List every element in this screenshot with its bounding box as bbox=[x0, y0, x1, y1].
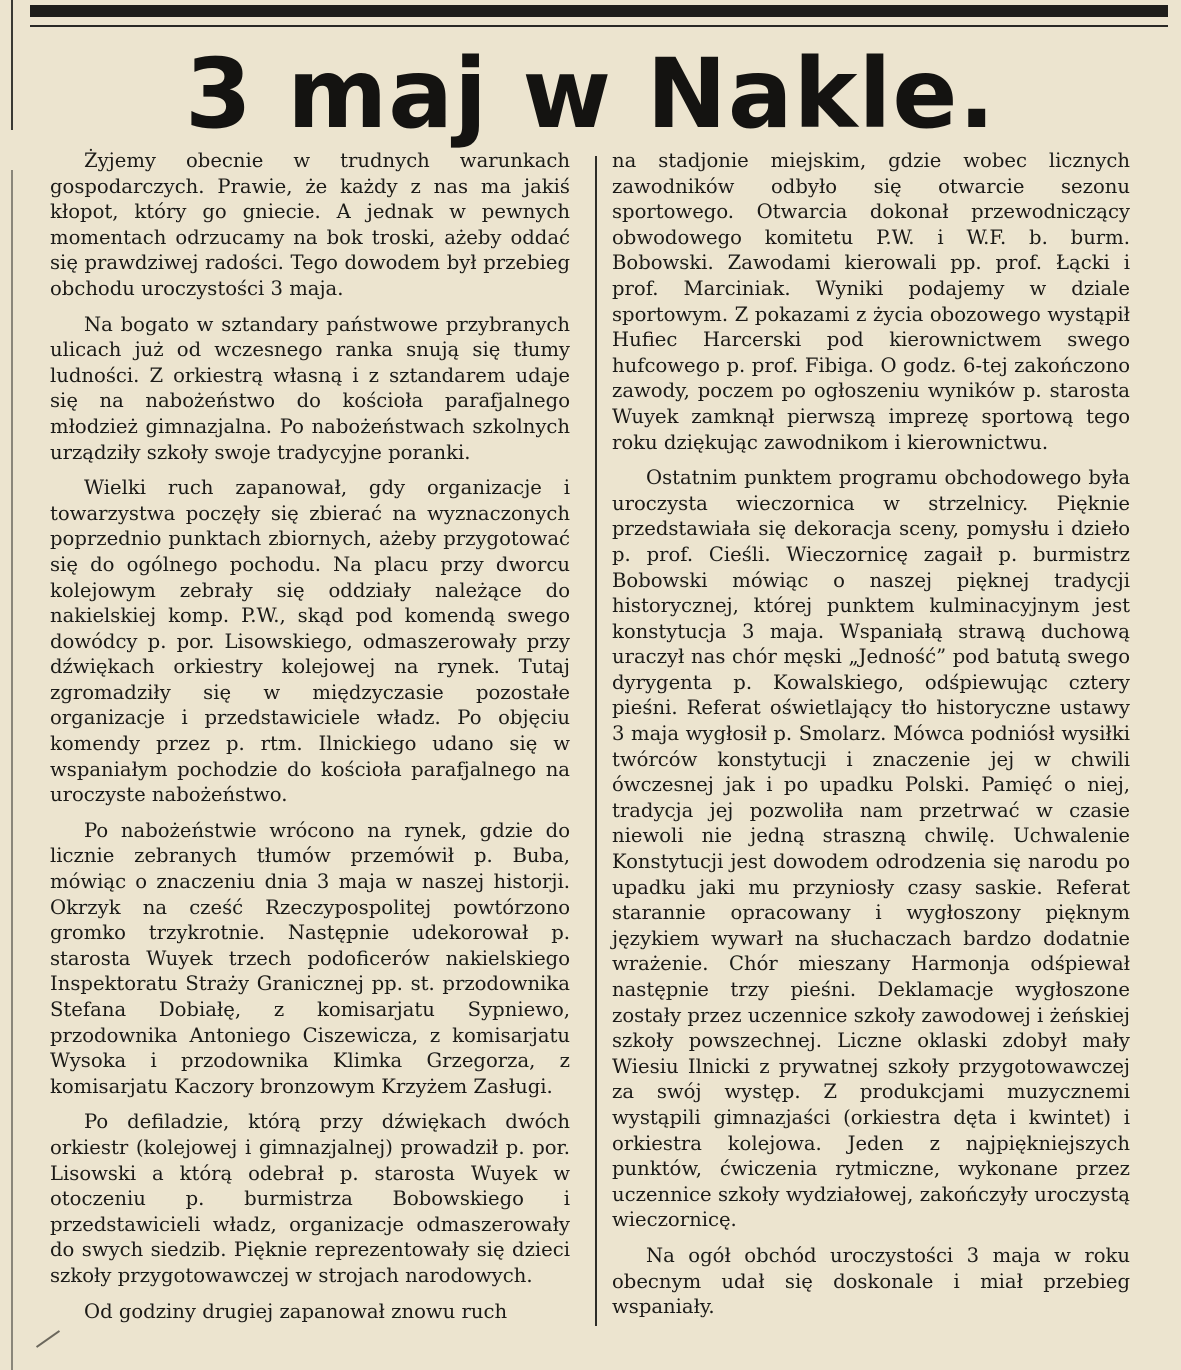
top-heavy-rule bbox=[30, 5, 1168, 17]
column-divider bbox=[595, 156, 597, 1326]
paragraph-8: Na ogół obchód uroczystości 3 maja w roku obecnym udał się doskonale i miał przebieg wspaniały. bbox=[612, 1243, 1130, 1319]
article-headline: 3 maj w Nakle. bbox=[185, 38, 996, 150]
page-edge-line-lower bbox=[11, 170, 13, 1370]
paragraph-6-continued: na stadjonie miejskim, gdzie wobec licznych zawodników odbyło się otwarcie sezonu sportowego. Otwarcia dokonał przewodniczący obwodowego komitetu P.W. i W.F. b. burm. Bobowski. Zawodami kierowali pp. prof. Łącki i prof. Marciniak. Wyniki podajemy w dziale sportowym. Z pokazami z życia obozowego wystąpił Hufiec Harcerski pod kierownictwem swego hufcowego p. prof. Fibiga. O godz. 6-tej zakończono zawody, poczem po ogłoszeniu wyników p. starosta Wuyek zamknął pierwszą imprezę sportową tego roku dziękując zawodnikom i kierownictwu. bbox=[612, 149, 1130, 454]
paragraph-3: Wielki ruch zapanował, gdy organizacje i towarzystwa poczęły się zbierać na wyznaczonych poprzednio punktach zbiornych, ażeby przygotować się do ogólnego pochodu. Na placu przy dworcu kolejowym zebrały się oddziały należące do nakielskiej komp. P.W., skąd pod komendą swego dowódcy p. por. Lisowskiego, odmaszerowały przy dźwiękach orkiestry kolejowej na rynek. Tutaj zgromadziły się w międzyczasie pozostałe organizacje i przedstawiciele władz. Po objęciu komendy przez p. rtm. Ilnickiego udano się w wspaniałym pochodzie do kościoła parafjalnego na uroczyste nabożeństwo. bbox=[50, 476, 570, 807]
paragraph-1: Żyjemy obecnie w trudnych warunkach gospodarczych. Prawie, że każdy z nas ma jakiś kłopot, który go gniecie. A jednak w pewnych momentach odrzucamy na bok troski, ażeby oddać się prawdziwej radości. Tego dowodem był przebieg obchodu uroczystości 3 maja. bbox=[50, 149, 570, 300]
top-thin-rule bbox=[30, 25, 1168, 27]
paragraph-6-start: Od godziny drugiej zapanował znowu ruch bbox=[84, 1299, 508, 1323]
ink-smudge bbox=[36, 1330, 60, 1348]
right-column bbox=[612, 148, 1130, 1330]
paragraph-2: Na bogato w sztandary państwowe przybranych ulicach już od wczesnego ranka snują się tłumy ludności. Z orkiestrą własną i z sztandarem udaje się na nabożeństwo do kościoła parafjalnego młodzież gimnazjalna. Po nabożeństwach szkolnych urządziły szkoły swoje tradycyjne poranki. bbox=[50, 312, 570, 464]
paragraph-4: Po nabożeństwie wrócono na rynek, gdzie do licznie zebranych tłumów przemówił p. Buba, mówiąc o znaczeniu dnia 3 maja w naszej historji. Okrzyk na cześć Rzeczypospolitej powtórzono gromko trzykrotnie. Następnie udekorował p. starosta Wuyek trzech podoficerów nakielskiego Inspektoratu Straży Granicznej pp. st. przodownika Stefana Dobiałę, z komisarjatu Sypniewo, przodownika Antoniego Ciszewicza, z komisarjatu Wysoka i przodownika Klimka Grzegorza, z komisarjatu Kaczory bronzowym Krzyżem Zasługi. bbox=[50, 818, 570, 1098]
left-column bbox=[50, 148, 570, 1334]
paragraph-5: Po defiladzie, którą przy dźwiękach dwóch orkiestr (kolejowej i gimnazjalnej) prowadził p. por. Lisowski a którą odebrał p. starosta Wuyek w otoczeniu p. burmistrza Bobowskiego i przedstawicieli władz, organizacje odmaszerowały do swych siedzib. Pięknie reprezentowały się dzieci szkoły przygotowawczej w strojach narodowych. bbox=[50, 1110, 570, 1287]
paragraph-7: Ostatnim punktem programu obchodowego była uroczysta wieczornica w strzelnicy. Pięknie przedstawiała się dekoracja sceny, pomysłu i dzieło p. prof. Cieśli. Wieczornicę zagaił p. burmistrz Bobowski mówiąc o naszej pięknej tradycji historycznej, której punktem kulminacyjnym jest konstytucja 3 maja. Wspaniałą strawą duchową uraczył nas chór męski „Jedność” pod batutą swego dyrygenta p. Kowalskiego, odśpiewując cztery pieśni. Referat oświetlający tło historyczne ustawy 3 maja wygłosił p. Smolarz. Mówca podniósł wysiłki twórców konstytucji i znaczenie jej w chwili ówczesnej jak i po upadku Polski. Pamięć o niej, tradycja jej pozwoliła nam przetrwać w czasie niewoli nie jedną straszną chwilę. Uchwalenie Konstytucji jest dowodem odrodzenia się narodu po upadku jaki mu przyniosły czasy saskie. Referat starannie opracowany i wygłoszony pięknym językiem wywarł na słuchaczach bardzo dodatnie wrażenie. Chór mieszany Harmonja odśpiewał następnie trzy pieśni. Deklamacje wygłoszone zostały przez uczennice szkoły zawodowej i żeńskiej szkoły powszechnej. Liczne oklaski zdobył mały Wiesiu Ilnicki z prywatnej szkoły przygotowawczej za swój występ. Z produkcjami muzycznemi wystąpili gimnazjaści (orkiestra dęta i kwintet) i orkiestra kolejowa. Jeden z najpiękniejszych punktów, ćwiczenia rytmiczne, wykonane przez uczennice szkoły wydziałowej, zakończyły uroczystą wieczornicę. bbox=[612, 466, 1130, 1232]
